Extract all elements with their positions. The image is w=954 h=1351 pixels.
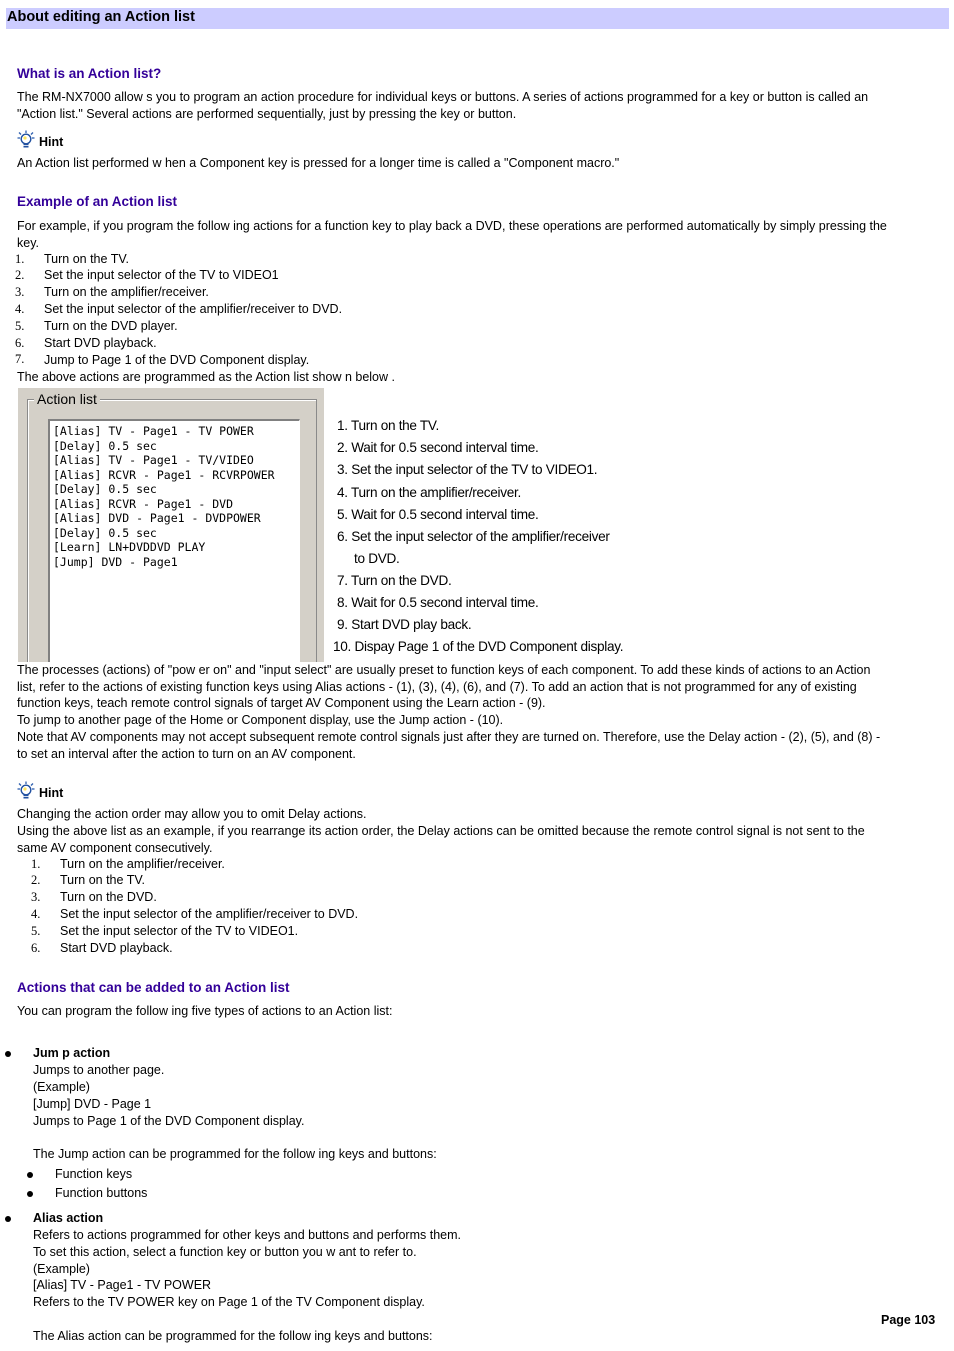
step-text: Set the input selector of the TV to VIDEO1 xyxy=(44,268,279,282)
step-number: 6. xyxy=(31,941,41,955)
hint-text: Using the above list as an example, if you rearrange its action order, the Delay actions can be omitted because the remote control signal is not sent to the xyxy=(17,824,865,838)
alias-action-title: Alias action xyxy=(33,1211,104,1225)
hint-label: Hint xyxy=(39,135,64,149)
lightbulb-icon xyxy=(17,781,35,801)
action-list-listbox[interactable] xyxy=(48,419,300,662)
paragraph-line: Note that AV components may not accept subsequent remote control signals just after they are turned on. Therefore, use the Delay action - (2), (5), and (8) - xyxy=(17,730,881,744)
paragraph-line: key. xyxy=(17,236,39,250)
alias-action-line: Refers to the TV POWER key on Page 1 of the TV Component display. xyxy=(33,1295,425,1309)
lightbulb-icon xyxy=(17,130,35,150)
jump-action-line: (Example) xyxy=(33,1080,90,1094)
bullet-icon xyxy=(27,1191,33,1197)
paragraph-line: The above actions are programmed as the Action list show n below . xyxy=(17,370,395,384)
hint-text: Changing the action order may allow you to omit Delay actions. xyxy=(17,807,367,821)
jump-keys-intro: The Jump action can be programmed for the follow ing keys and buttons: xyxy=(33,1147,437,1161)
page-number: Page 103 xyxy=(881,1313,936,1327)
paragraph-line: The RM-NX7000 allow s you to program an action procedure for individual keys or buttons. A series of actions programmed for a key or button is called an xyxy=(17,90,869,104)
alias-action-line: [Alias] TV - Page1 - TV POWER xyxy=(33,1278,212,1292)
explanation-line: 10. Dispay Page 1 of the DVD Component display. xyxy=(333,639,624,654)
alias-keys-intro: The Alias action can be programmed for the follow ing keys and buttons: xyxy=(33,1329,433,1343)
jump-action-line: [Jump] DVD - Page 1 xyxy=(33,1097,152,1111)
paragraph-line: The processes (actions) of "pow er on" and "input select" are usually preset to function keys of each component. To add these kinds of actions to an Action xyxy=(17,663,871,677)
bullet-icon xyxy=(5,1216,11,1222)
explanation-line: 2. Wait for 0.5 second interval time. xyxy=(337,440,539,455)
action-list-row[interactable]: [Learn] LN+DVDDVD PLAY xyxy=(53,540,206,554)
explanation-line: 7. Turn on the DVD. xyxy=(337,573,452,588)
action-list-row[interactable]: [Alias] RCVR - Page1 - DVD xyxy=(53,496,234,511)
explanation-line: 1. Turn on the TV. xyxy=(337,418,439,433)
step-number: 4. xyxy=(31,907,41,921)
step-number: 6. xyxy=(15,336,25,350)
hint-text: An Action list performed w hen a Component key is pressed for a longer time is called a "Component macro." xyxy=(17,156,620,170)
paragraph-line: You can program the follow ing five types of actions to an Action list: xyxy=(17,1004,393,1018)
action-list-screenshot xyxy=(18,388,324,662)
explanation-line: 9. Start DVD play back. xyxy=(337,617,472,632)
section-heading-actions: Actions that can be added to an Action list xyxy=(17,980,290,995)
explanation-line: 8. Wait for 0.5 second interval time. xyxy=(337,595,539,610)
paragraph-line: function keys, teach remote control signals of target AV Component using the Learn action - (9). xyxy=(17,696,546,710)
action-list-row[interactable]: [Alias] RCVR - Page1 - RCVRPOWER xyxy=(53,467,275,482)
action-list-row[interactable]: [Alias] TV - Page1 - TV POWER xyxy=(53,424,254,438)
step-text: Turn on the TV. xyxy=(60,873,146,887)
paragraph-line: to set an interval after the action to turn on an AV component. xyxy=(17,747,356,761)
jump-action-line: Jumps to another page. xyxy=(33,1063,165,1077)
action-list-row[interactable]: [Alias] DVD - Page1 - DVDPOWER xyxy=(53,511,261,525)
explanation-line: 6. Set the input selector of the amplifier/receiver xyxy=(337,529,610,544)
step-text: Turn on the TV. xyxy=(44,252,130,266)
paragraph-line: list, refer to the actions of existing function keys using Alias actions - (1), (3), (4), (6), and (7). To add an action that is not programmed for any of existing xyxy=(17,680,857,694)
jump-key-item: Function buttons xyxy=(55,1186,148,1200)
step-number: 7. xyxy=(15,352,25,366)
step-text: Start DVD playback. xyxy=(44,336,157,350)
step-text: Start DVD playback. xyxy=(60,941,173,955)
action-list-legend: Action list xyxy=(34,391,100,407)
page-title-bar xyxy=(6,8,949,29)
step-text: Set the input selector of the amplifier/receiver to DVD. xyxy=(60,907,359,921)
section-heading-example: Example of an Action list xyxy=(17,194,178,209)
step-number: 3. xyxy=(31,890,41,904)
bullet-icon xyxy=(27,1172,33,1178)
action-list-row[interactable]: [Delay] 0.5 sec xyxy=(53,482,157,496)
explanation-line: 3. Set the input selector of the TV to VIDEO1. xyxy=(337,462,598,477)
step-text: Jump to Page 1 of the DVD Component display. xyxy=(44,353,310,367)
paragraph-line: To jump to another page of the Home or Component display, use the Jump action - (10). xyxy=(17,713,504,727)
step-number: 3. xyxy=(15,285,25,299)
explanation-line: 5. Wait for 0.5 second interval time. xyxy=(337,507,539,522)
step-number: 2. xyxy=(31,873,41,887)
step-text: Turn on the DVD. xyxy=(60,890,157,904)
jump-key-item: Function keys xyxy=(55,1167,133,1181)
step-number: 2. xyxy=(15,268,25,282)
step-text: Turn on the DVD player. xyxy=(44,319,178,333)
step-text: Set the input selector of the TV to VIDEO1. xyxy=(60,924,299,938)
alias-action-line: Refers to actions programmed for other keys and buttons and performs them. xyxy=(33,1228,461,1242)
explanation-line: 4. Turn on the amplifier/receiver. xyxy=(337,485,521,500)
section-heading-what-is: What is an Action list? xyxy=(17,66,162,81)
action-list-row[interactable]: [Delay] 0.5 sec xyxy=(53,525,157,540)
alias-action-line: To set this action, select a function key or button you w ant to refer to. xyxy=(33,1245,417,1259)
paragraph-line: For example, if you program the follow ing actions for a function key to play back a DVD, these operations are performed automatically by simply pressing the xyxy=(17,219,887,233)
action-list-row[interactable]: [Alias] TV - Page1 - TV/VIDEO xyxy=(53,453,254,467)
step-number: 4. xyxy=(15,302,25,316)
step-text: Set the input selector of the amplifier/receiver to DVD. xyxy=(44,302,343,316)
step-number: 5. xyxy=(31,924,41,938)
jump-action-line: Jumps to Page 1 of the DVD Component display. xyxy=(33,1114,305,1128)
step-text: Turn on the amplifier/receiver. xyxy=(44,285,209,299)
alias-action-line: (Example) xyxy=(33,1262,90,1276)
bullet-icon xyxy=(5,1051,11,1057)
hint-label: Hint xyxy=(39,786,64,800)
action-list-row[interactable]: [Jump] DVD - Page1 xyxy=(53,554,178,569)
hint-text: same AV component consecutively. xyxy=(17,841,213,855)
step-number: 1. xyxy=(31,857,41,871)
paragraph-line: "Action list." Several actions are performed sequentially, just by pressing the key or button. xyxy=(17,107,517,121)
page-title: About editing an Action list xyxy=(7,9,195,25)
step-number: 1. xyxy=(15,252,25,266)
explanation-line: to DVD. xyxy=(354,551,400,566)
jump-action-title: Jum p action xyxy=(33,1046,111,1060)
action-list-row[interactable]: [Delay] 0.5 sec xyxy=(53,438,157,453)
step-number: 5. xyxy=(15,319,25,333)
step-text: Turn on the amplifier/receiver. xyxy=(60,857,225,871)
